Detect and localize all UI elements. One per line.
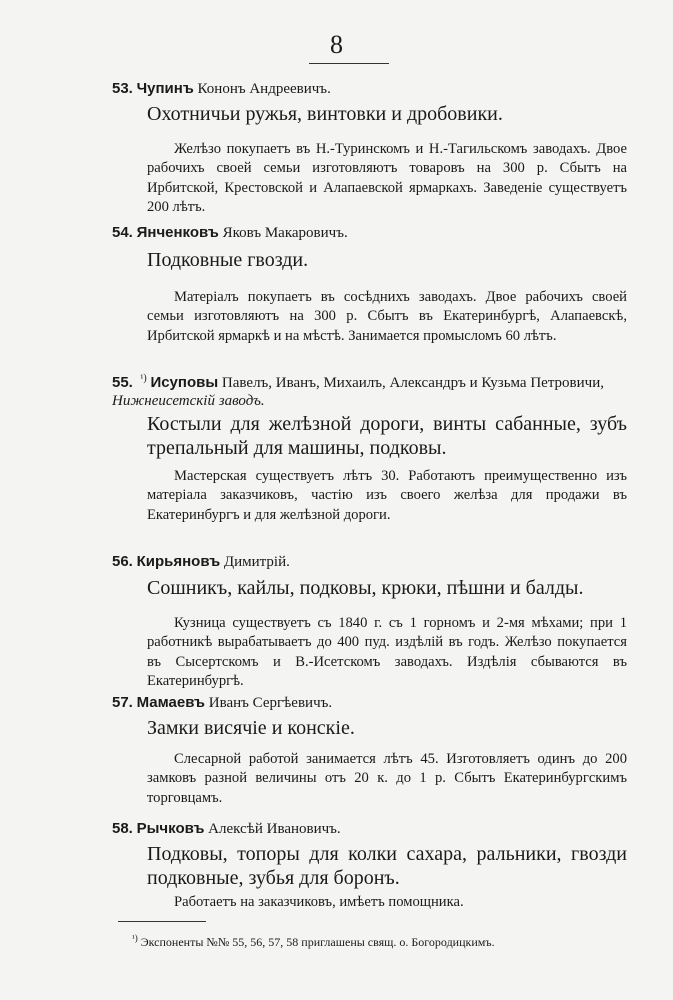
exhibitor-surname: Кирьяновъ xyxy=(136,553,221,570)
entry-number: 54. xyxy=(112,224,133,241)
entry-56-heading xyxy=(112,553,290,571)
exhibitor-place: Нижнеисетскій заводъ. xyxy=(112,393,265,409)
entry-58-description xyxy=(147,893,627,912)
exhibitor-name: Иванъ Сергѣевичъ. xyxy=(205,695,333,711)
page-number-rule xyxy=(309,63,389,64)
exhibitor-name: Димитрій. xyxy=(220,554,290,570)
entry-55-heading xyxy=(112,370,632,410)
entry-53-description xyxy=(147,140,627,218)
exhibitor-name: Павелъ, Иванъ, Михаилъ, Александръ и Кузьма Петровичи, xyxy=(218,375,604,391)
description-text: Желѣзо покупаетъ въ Н.-Туринскомъ и Н.-Тагильскомъ заводахъ. Двое рабочихъ своей семьи изготовляютъ товаровъ на 300 р. Сбытъ на Ирбитской, Крестовской и Алапаевской ярмаркахъ. Заведеніе существуетъ 200 лѣтъ. xyxy=(147,141,627,216)
footnote-text: Экспоненты №№ 55, 56, 57, 58 приглашены свящ. о. Богородицкимъ. xyxy=(137,935,495,949)
description-text: Матеріалъ покупаетъ въ сосѣднихъ заводахъ. Двое рабочихъ своей семьи изготовляютъ на 300 р. Сбытъ въ Екатеринбургѣ, Алапаевскѣ, Ирбитской ярмаркѣ и на мѣстѣ. Занимается промысломъ 60 лѣтъ. xyxy=(147,289,627,344)
entry-56-description xyxy=(147,614,627,692)
entry-number: 58. xyxy=(112,820,133,837)
entry-number: 57. xyxy=(112,694,133,711)
entry-58-heading xyxy=(112,820,341,838)
footnote-reference: ¹) xyxy=(140,373,147,384)
entry-number: 55. xyxy=(112,374,133,391)
entry-53-heading xyxy=(112,80,331,98)
description-text: Слесарной работой занимается лѣтъ 45. Изготовляетъ одинъ до 200 замковъ разной величины отъ 20 к. до 1 р. Сбытъ Екатеринбургскимъ торговцамъ. xyxy=(147,751,627,806)
entry-58-products: Подковы, топоры для колки сахара, ральники, гвозди подковные, зубья для боронъ. xyxy=(147,843,627,889)
footnote-mark: ¹) xyxy=(132,933,138,943)
entry-54-heading xyxy=(112,224,348,242)
entry-57-heading xyxy=(112,694,332,712)
page-number: 8 xyxy=(330,30,343,59)
entry-number: 53. xyxy=(112,80,133,97)
description-text: Мастерская существуетъ лѣтъ 30. Работаютъ преимущественно изъ матеріала заказчиковъ, частію изъ своего желѣза для продажи въ Екатеринбургъ и для желѣзной дороги. xyxy=(147,468,627,523)
entry-55-products: Костыли для желѣзной дороги, винты сабанные, зубъ трепальный для машины, подковы. xyxy=(147,413,627,459)
entry-57-products: Замки висячіе и конскіе. xyxy=(147,717,355,739)
description-text: Работаетъ на заказчиковъ, имѣетъ помощника. xyxy=(174,894,464,910)
exhibitor-surname: Рычковъ xyxy=(136,820,205,837)
entry-54-products: Подковные гвозди. xyxy=(147,249,309,271)
exhibitor-surname: Янченковъ xyxy=(136,224,219,241)
entry-55-description xyxy=(147,467,627,525)
footnote-rule xyxy=(118,921,206,922)
footnote xyxy=(132,930,495,950)
exhibitor-surname: Мамаевъ xyxy=(136,694,205,711)
exhibitor-name: Алексѣй Ивановичъ. xyxy=(204,821,341,837)
entry-57-description xyxy=(147,750,627,808)
exhibitor-name: Яковъ Макаровичъ. xyxy=(218,225,348,241)
exhibitor-surname: Исуповы xyxy=(150,374,219,391)
exhibitor-name: Кононъ Андреевичъ. xyxy=(193,81,331,97)
entry-number: 56. xyxy=(112,553,133,570)
exhibitor-surname: Чупинъ xyxy=(136,80,194,97)
entry-56-products: Сошникъ, кайлы, подковы, крюки, пѣшни и балды. xyxy=(147,577,584,599)
entry-53-products: Охотничьи ружья, винтовки и дробовики. xyxy=(147,103,503,125)
description-text: Кузница существуетъ съ 1840 г. съ 1 горномъ и 2-мя мѣхами; при 1 работникѣ вырабатываетъ до 400 пуд. издѣлій въ годъ. Желѣзо покупается въ Сысертскомъ и В.-Исетскомъ заводахъ. Издѣлія сбываются въ Екатеринбургѣ. xyxy=(147,615,627,690)
entry-54-description xyxy=(147,288,627,346)
